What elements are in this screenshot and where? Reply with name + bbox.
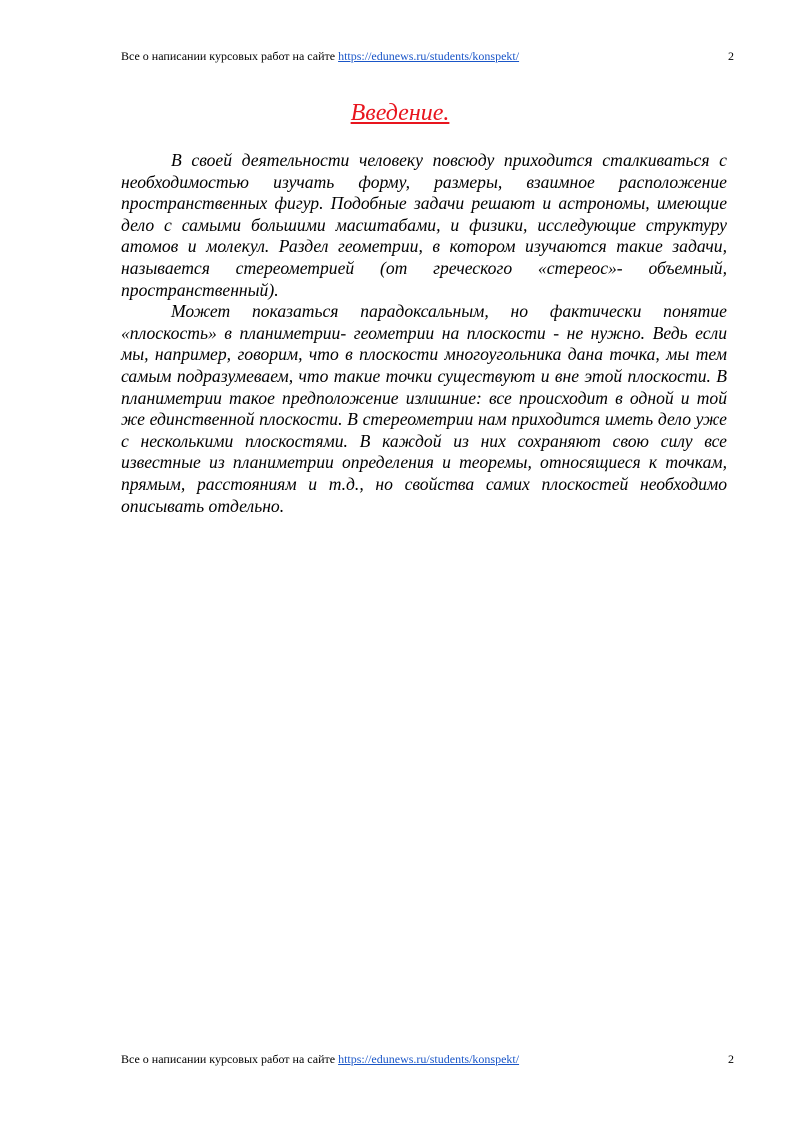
page-title: Введение. [350, 100, 450, 126]
header-page-number: 2 [728, 49, 734, 63]
footer-link[interactable]: https://edunews.ru/students/konspekt/ [338, 1052, 520, 1066]
footer-page-number: 2 [728, 1052, 734, 1066]
page-footer [121, 1051, 734, 1067]
footer-text: Все о написании курсовых работ на сайте [121, 1052, 336, 1066]
header-link[interactable]: https://edunews.ru/students/konspekt/ [338, 49, 520, 63]
page-header [121, 48, 734, 64]
paragraph: Может показаться парадоксальным, но фактически понятие «плоскость» в планиметрии- геометрии на плоскости - не нужно. Ведь если мы, например, говорим, что в плоскости многоугольника дана точка, мы тем самым подразумеваем, что такие точки существуют и вне этой плоскости. В планиметрии такое предположение излишние: все происходит в одной и той же единственной плоскости. В стереометрии нам приходится иметь дело уже с несколькими плоскостями. В каждой из них сохраняют свою силу все известные из планиметрии определения и теоремы, относящиеся к точкам, прямым, расстояниям и т.д., но свойства самих плоскостей необходимо описывать отдельно. [121, 301, 727, 516]
header-text: Все о написании курсовых работ на сайте [121, 49, 336, 63]
paragraph: В своей деятельности человеку повсюду приходится сталкиваться с необходимостью изучать форму, размеры, взаимное расположение пространственных фигур. Подобные задачи решают и астрономы, имеющие дело с самыми большими масштабами, и физики, исследующие структуру атомов и молекул. Раздел геометрии, в котором изучаются такие задачи, называется стереометрией (от греческого «стереос»- объемный, пространственный). [121, 150, 727, 300]
body-text [121, 150, 727, 517]
